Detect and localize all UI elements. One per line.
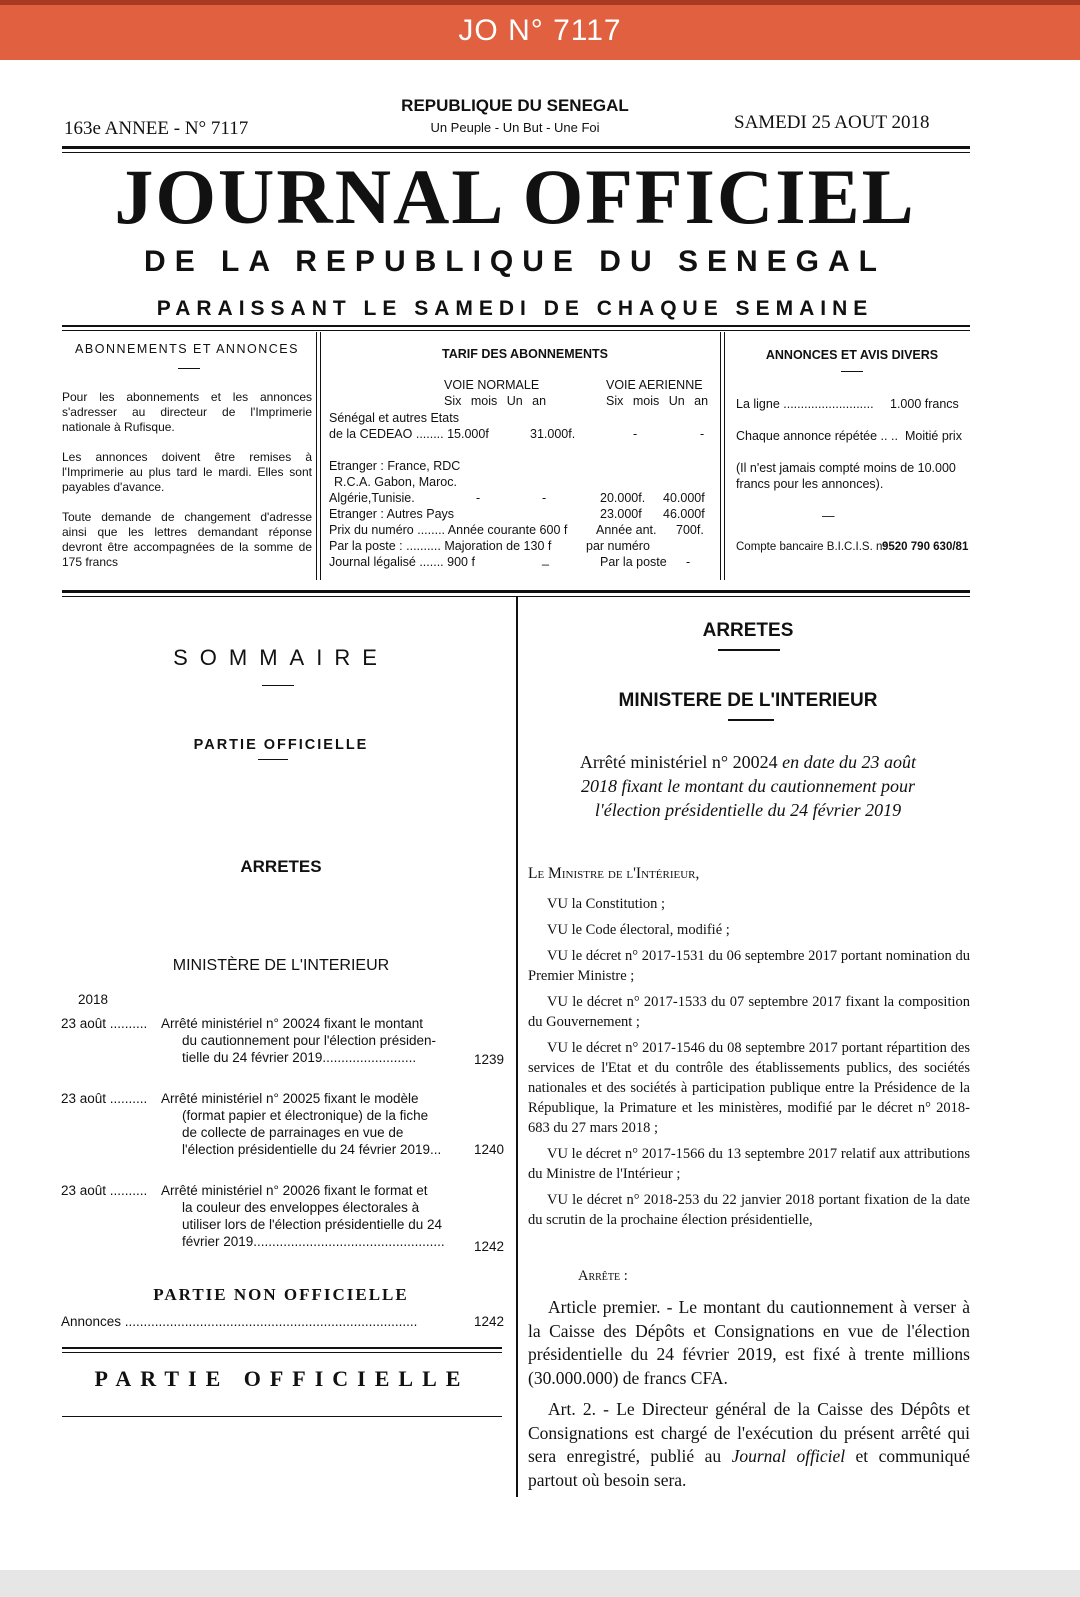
visas	[528, 894, 970, 1236]
rule	[178, 368, 200, 369]
tarif-cell: 23.000f	[600, 507, 642, 521]
vu-item: VU la Constitution ;	[547, 896, 666, 912]
sommaire-entry-date: 23 août ..........	[61, 1183, 148, 1198]
tarif-row: Par la poste : .......... Majoration de 130 f	[329, 539, 552, 553]
sommaire-title: SOMMAIRE	[173, 645, 389, 670]
tarif-cell: 31.000f.	[530, 427, 576, 441]
rule	[62, 1416, 502, 1417]
sommaire-entry-text[interactable]: Arrêté ministériel n° 20024 fixant le montant du cautionnement pour l'élection présiden- tielle du 24 février 2019.........................	[161, 1016, 436, 1065]
rule	[320, 332, 321, 580]
partie-non-officielle: PARTIE NON OFFICIELLE	[153, 1285, 409, 1304]
abonnements-text-2: Les annonces doivent être remises à l'Imprimerie au plus tard le mardi. Elles sont payables d'avance.	[62, 450, 312, 494]
tarif-row: Algérie,Tunisie.	[329, 491, 415, 505]
article-2: Art. 2. - Le Directeur général de la Caisse des Dépôts et Consignations est chargé de l'exécution du présent arrêté qui sera enregistré, publié au Journal officiel et communiqué partout où besoin sera.	[528, 1399, 970, 1490]
vu-item: VU le décret n° 2017-1566 du 13 septembre 2017 relatif aux attributions du Ministre de l'Intérieur ;	[528, 1146, 970, 1182]
banner-title: JO N° 7117	[458, 14, 622, 47]
tarif-cell: 46.000f	[663, 507, 705, 521]
rule	[62, 325, 970, 327]
arrete-label: Arrête :	[578, 1268, 628, 1284]
tarif-heading: TARIF DES ABONNEMENTS	[442, 347, 608, 361]
compte-value: 9520 790 630/81	[882, 541, 969, 553]
voie-normale-sub: Six mois Un an	[444, 394, 547, 408]
tarif-row: Journal légalisé ....... 900 f	[329, 555, 475, 569]
minister-line: Le Ministre de l'Intérieur,	[528, 865, 700, 882]
vu-item: VU le décret n° 2017-1533 du 07 septembre 2017 fixant la composition du Gouvernement ;	[528, 994, 970, 1030]
rule	[62, 146, 970, 149]
sommaire-entry-page: 1240	[474, 1142, 505, 1157]
abonnements-text-1: Pour les abonnements et les annonces s'adresser au directeur de l'Imprimerie nationale à Rufisque.	[62, 390, 312, 434]
year-number: 163e ANNEE - N° 7117	[64, 118, 249, 139]
tarif-cell: Par la poste	[600, 555, 667, 569]
sommaire-ministere: MINISTÈRE DE L'INTERIEUR	[172, 957, 390, 974]
voie-aerienne: VOIE AERIENNE	[606, 378, 703, 392]
arrete-title[interactable]: Arrêté ministériel n° 20024 en date du 23 août 2018 fixant le montant du cautionnement pour l'élection présidentielle du 24 février 2019	[579, 752, 917, 820]
rule	[718, 649, 780, 651]
tarif-cell: -	[686, 555, 691, 569]
sommaire-arretes: ARRETES	[240, 857, 322, 876]
voie-aerienne-sub: Six mois Un an	[606, 394, 709, 408]
tarif-cell: 20.000f.	[600, 491, 646, 505]
partie-officielle-heading: PARTIE OFFICIELLE	[94, 1366, 470, 1391]
motto: Un Peuple - Un But - Une Foi	[430, 120, 600, 135]
abonnements-text-3: Toute demande de changement d'adresse ainsi que les lettres demandant réponse devront être accompagnées de la somme de 175 francs	[62, 510, 312, 569]
sommaire-annonces[interactable]: Annonces ..............................................................................	[61, 1314, 418, 1329]
annonces-ligne-label: La ligne ..........................	[736, 397, 874, 411]
journal-page	[0, 60, 1080, 1570]
annonces-heading: ANNONCES ET AVIS DIVERS	[765, 348, 939, 362]
tarif-cell: _	[542, 552, 549, 566]
rule	[62, 330, 970, 331]
sommaire-entry-date: 23 août ..........	[61, 1016, 148, 1031]
tarif-cell: -	[476, 491, 481, 505]
annonces-note: (Il n'est jamais compté moins de 10.000 francs pour les annonces).	[736, 461, 956, 491]
tarif-row: R.C.A. Gabon, Maroc.	[334, 475, 457, 489]
rule	[841, 371, 863, 372]
abonnements-heading: ABONNEMENTS ET ANNONCES	[75, 342, 299, 356]
top-banner	[0, 0, 1080, 60]
rule	[258, 759, 288, 760]
sommaire-partie-officielle: PARTIE OFFICIELLE	[193, 737, 369, 753]
sommaire-annonces-page: 1242	[474, 1314, 505, 1329]
annonces-repetee-label: Chaque annonce répétée .. ..	[736, 429, 898, 443]
sommaire-entry-text[interactable]: Arrêté ministériel n° 20026 fixant le format et la couleur des enveloppes électorales à utiliser lors de l'élection présidentielle du 24 février 2019...................................................	[161, 1183, 445, 1249]
rule	[720, 332, 721, 580]
vu-item: VU le décret n° 2017-1531 du 06 septembre 2017 portant nomination du Premier Ministre ;	[528, 948, 970, 984]
column-divider	[516, 597, 518, 1497]
issue-date: SAMEDI 25 AOUT 2018	[734, 112, 930, 133]
rule	[316, 332, 317, 580]
sommaire-entry-page: 1239	[474, 1052, 505, 1067]
tarif-row: Etranger : Autres Pays	[329, 507, 455, 521]
rule	[62, 1352, 502, 1353]
tarif-cell: 700f.	[676, 523, 704, 537]
journal-subtitle: DE LA REPUBLIQUE DU SENEGAL	[144, 245, 886, 278]
vu-item: VU le Code électoral, modifié ;	[547, 922, 730, 938]
sommaire-entry-text[interactable]: Arrêté ministériel n° 20025 fixant le modèle (format papier et électronique) de la fiche de collecte de parrainages en vue de l'élection présidentielle du 24 février 2019...	[161, 1091, 442, 1157]
vu-item: VU le décret n° 2018-253 du 22 janvier 2018 portant fixation de la date du scrutin de la prochaine élection présidentielle,	[528, 1192, 970, 1228]
annonces-dash: —	[822, 509, 835, 523]
voie-normale: VOIE NORMALE	[444, 378, 540, 392]
tarif-row: Prix du numéro ........ Année courante 600 f	[329, 523, 568, 537]
compte-label: Compte bancaire B.I.C.I.S. n°	[736, 541, 887, 553]
tarif-cell: -	[542, 491, 547, 505]
rule	[728, 719, 774, 721]
article-premier: Article premier. - Le montant du cautionnement à verser à la Caisse des Dépôts et Consignations en vue de l'élection présidentielle du 24 février 2019, est fixé à trente millions (30.000.000) de francs CFA.	[528, 1297, 970, 1388]
sommaire-year: 2018	[78, 992, 109, 1007]
publication-frequency: PARAISSANT LE SAMEDI DE CHAQUE SEMAINE	[156, 297, 874, 320]
tarif-cell: -	[700, 427, 705, 441]
tarif-row: Etranger : France, RDC	[329, 459, 461, 473]
tarif-cell: Année ant.	[596, 523, 657, 537]
tarif-row: de la CEDEAO ........ 15.000f	[329, 427, 489, 441]
journal-title: JOURNAL OFFICIEL	[114, 153, 916, 240]
tarif-cell: par numéro	[586, 539, 650, 553]
right-ministere: MINISTERE DE L'INTERIEUR	[618, 690, 878, 711]
republic-label: REPUBLIQUE DU SENEGAL	[401, 96, 629, 115]
vu-item: VU le décret n° 2017-1546 du 08 septembre 2017 portant répartition des services de l'Etat et du contrôle des établissements publics, des sociétés nationales et des sociétés à participation publique entre la Présidence de la République, la Primature et les ministères, modifié par le décret n° 2018-683 du 27 mars 2018 ;	[528, 1040, 970, 1136]
tarif-cell: 40.000f	[663, 491, 705, 505]
sommaire-entry-page: 1242	[474, 1239, 505, 1254]
rule	[262, 685, 294, 686]
right-arretes: ARRETES	[702, 620, 794, 641]
rule	[62, 1347, 502, 1349]
annonces-ligne-value: 1.000 francs	[890, 397, 959, 411]
tarif-row: Sénégal et autres Etats	[329, 411, 459, 425]
rule	[724, 332, 725, 580]
rule	[62, 590, 970, 593]
tarif-cell: -	[633, 427, 638, 441]
sommaire-entry-date: 23 août ..........	[61, 1091, 148, 1106]
annonces-repetee-value: Moitié prix	[905, 429, 962, 443]
